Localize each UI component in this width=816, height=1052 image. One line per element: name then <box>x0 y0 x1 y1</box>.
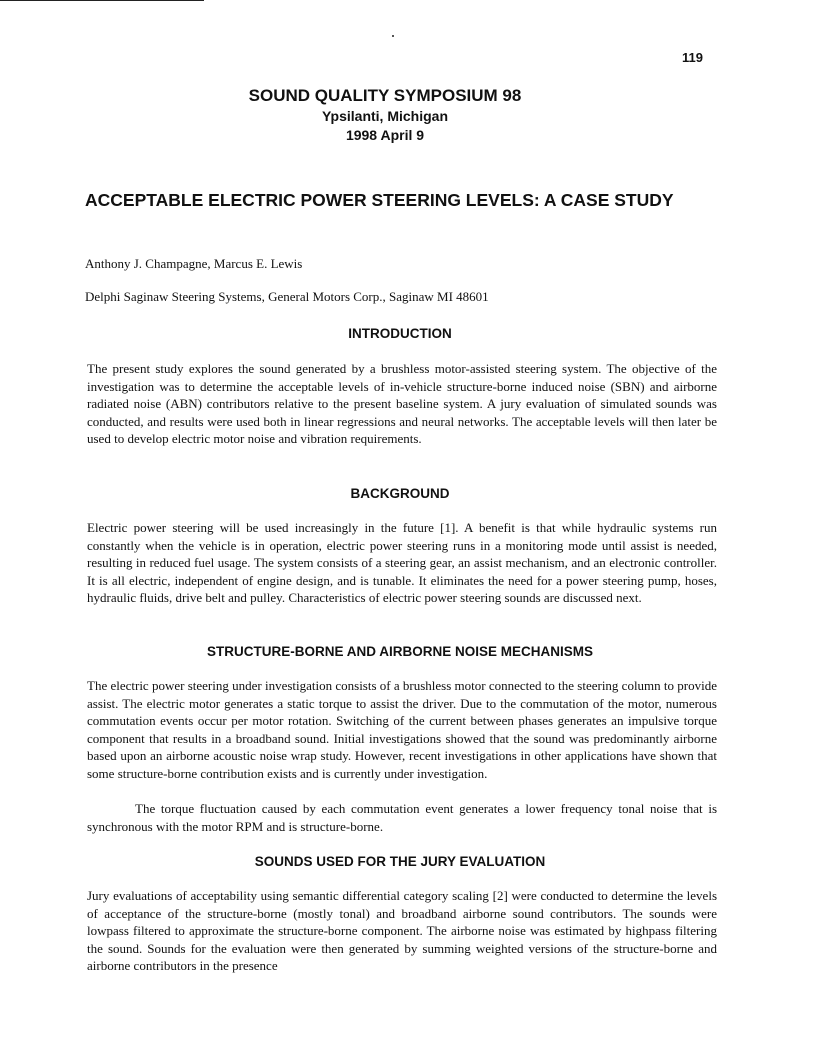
introduction-paragraph: The present study explores the sound generated by a brushless motor-assisted steering system. The objective of the investigation was to determine the acceptable levels of in-vehicle structure-borne induced noise (SBN) and airborne radiated noise (ABN) contributors relative to the present baseline system. A jury evaluation of simulated sounds was conducted, and results were used both in linear regressions and neural networks. The acceptable levels will then later be used to develop electric motor noise and vibration requirements. <box>87 361 717 447</box>
mechanisms-paragraph-1: The electric power steering under investigation consists of a brushless motor connected to the steering column to provide assist. The electric motor generates a static torque to assist the driver. Due to the commutation of the motor, numerous commutation events occur per motor rotation. Switching of the current between phases generates an impulsive torque component that results in a broadband sound. Initial investigations showed that the sound was predominantly airborne based upon an airborne acoustic noise wrap study. However, recent investigations in other applications have shown that some structure-borne contribution exists and is currently under investigation. <box>87 678 717 781</box>
background-paragraph: Electric power steering will be used increasingly in the future [1]. A benefit is that while hydraulic systems run constantly when the vehicle is in operation, electric power steering runs in a monitoring mode until assist is needed, resulting in reduced fuel usage. The system consists of a steering gear, an assist mechanism, and an electronic controller. It is all electric, independent of engine design, and is tunable. It eliminates the need for a power steering pump, hoses, hydraulic fluids, drive belt and pulley. Characteristics of electric power steering sounds are discussed next. <box>87 520 717 606</box>
section-heading-mechanisms: STRUCTURE-BORNE AND AIRBORNE NOISE MECHANISMS <box>206 644 593 659</box>
scan-edge-line <box>0 0 204 1</box>
scan-speck <box>392 35 394 37</box>
paper-title: ACCEPTABLE ELECTRIC POWER STEERING LEVELS: A CASE STUDY <box>85 190 674 210</box>
mechanisms-paragraph-2: The torque fluctuation caused by each commutation event generates a lower frequency tonal noise that is synchronous with the motor RPM and is structure-borne. <box>87 801 717 834</box>
section-heading-background: BACKGROUND <box>350 486 450 501</box>
section-heading-introduction: INTRODUCTION <box>348 326 452 341</box>
paper-affiliation: Delphi Saginaw Steering Systems, General Motors Corp., Saginaw MI 48601 <box>85 289 489 304</box>
jury-evaluation-paragraph: Jury evaluations of acceptability using semantic differential category scaling [2] were conducted to determine the levels of acceptance of the structure-borne (mostly tonal) and broadband airborne sound contributors. The sounds were lowpass filtered to approximate the structure-borne component. The airborne noise was estimated by highpass filtering the sound. Sounds for the evaluation were then generated by summing weighted versions of the structure-borne and airborne contributors in the presence <box>87 888 717 974</box>
page-number: 119 <box>682 50 703 65</box>
section-heading-jury-evaluation: SOUNDS USED FOR THE JURY EVALUATION <box>254 854 546 869</box>
symposium-name: SOUND QUALITY SYMPOSIUM 98 <box>248 86 522 105</box>
symposium-location: Ypsilanti, Michigan <box>321 108 449 124</box>
paper-authors: Anthony J. Champagne, Marcus E. Lewis <box>85 256 303 271</box>
symposium-date: 1998 April 9 <box>345 127 425 143</box>
